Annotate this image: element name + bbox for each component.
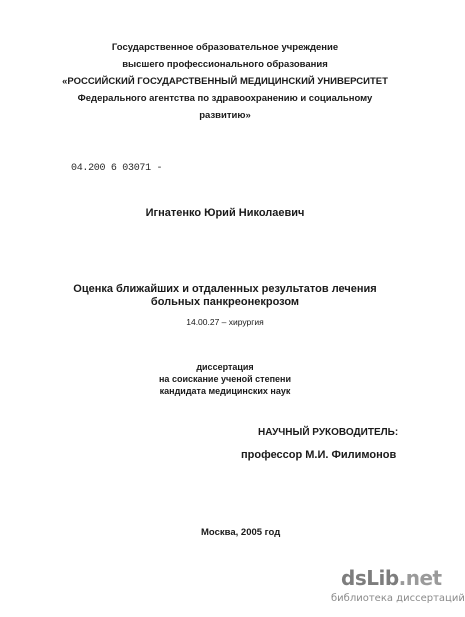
title-line-1: Оценка ближайших и отдаленных результатов лечения — [73, 283, 377, 295]
specialty-code: 14.00.27 – хирургия — [186, 317, 264, 327]
supervisor-label: НАУЧНЫЙ РУКОВОДИТЕЛЬ: — [258, 427, 399, 438]
dslib-watermark — [331, 566, 465, 610]
supervisor-name: профессор М.И. Филимонов — [241, 449, 397, 461]
institution-line-1: Государственное образовательное учреждение — [111, 42, 339, 53]
stamp-code: 04.200 6 03071 - — [71, 163, 163, 174]
degree-line-1: диссертация — [196, 362, 254, 372]
institution-line-5: развитию» — [199, 110, 251, 121]
place-year: Москва, 2005 год — [201, 527, 281, 538]
institution-line-4: Федерального агентства по здравоохранению и социальному — [77, 93, 373, 104]
title-line-2: больных панкреонекрозом — [150, 296, 300, 308]
author-name: Игнатенко Юрий Николаевич — [145, 207, 305, 219]
institution-header — [0, 39, 450, 124]
dissertation-title — [0, 283, 450, 309]
watermark-tld: .net — [398, 566, 442, 590]
watermark-logo — [341, 566, 442, 590]
degree-line-3: кандидата медицинских наук — [159, 386, 291, 396]
degree-statement — [0, 361, 450, 397]
degree-line-2: на соискание ученой степени — [159, 374, 291, 384]
institution-line-3: «РОССИЙСКИЙ ГОСУДАРСТВЕННЫЙ МЕДИЦИНСКИЙ УНИВЕРСИТЕТ — [62, 76, 388, 87]
watermark-brand: dsLib — [341, 566, 399, 590]
institution-line-2: высшего профессионального образования — [122, 59, 328, 70]
watermark-subtitle: библиотека диссертаций — [331, 593, 465, 604]
